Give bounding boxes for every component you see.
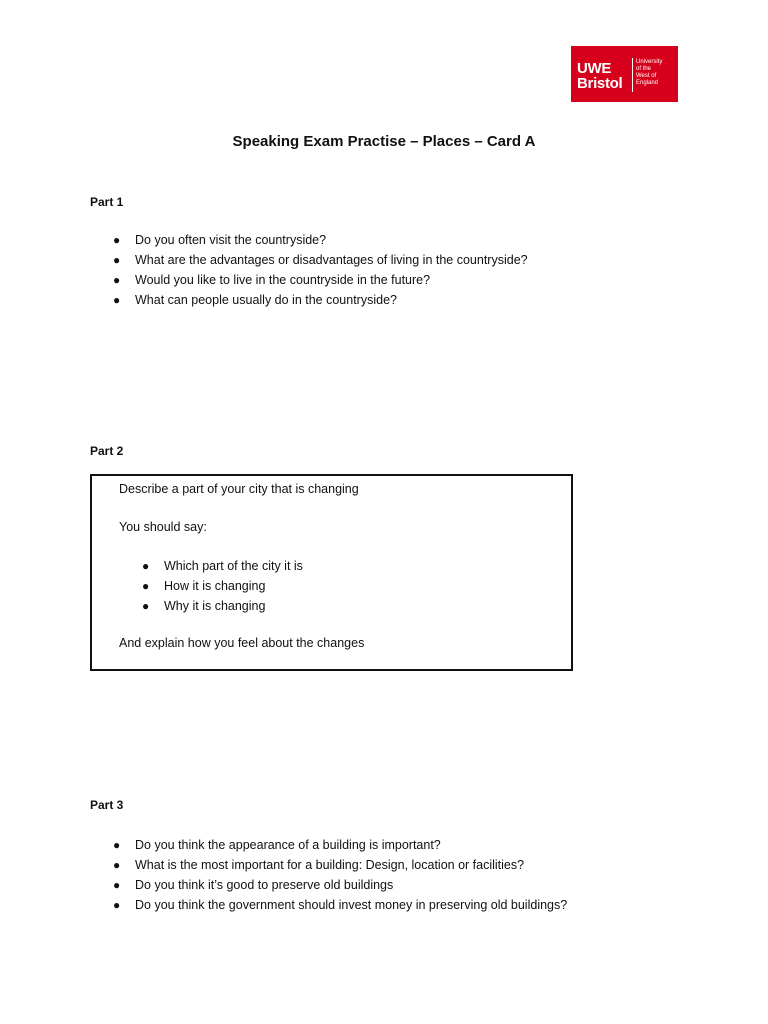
list-item [113, 855, 567, 875]
logo-university-text [636, 59, 676, 87]
list-item [113, 250, 528, 270]
part1-heading: Part 1 [90, 195, 124, 209]
cue-card-explain: And explain how you feel about the changes [119, 636, 365, 650]
list-item [113, 875, 567, 895]
list-item [142, 576, 303, 596]
logo-brand [577, 61, 622, 91]
bullet-icon: ● [113, 898, 121, 912]
logo-univ-line: England [636, 80, 659, 86]
question-text: Would you like to live in the countryside in the future? [135, 273, 431, 287]
logo-divider [632, 58, 633, 92]
bullet-icon: ● [113, 858, 121, 872]
question-text: Do you think it’s good to preserve old buildings [135, 878, 394, 892]
uwe-bristol-logo [571, 46, 678, 102]
logo-univ-line: University [636, 59, 663, 65]
question-text: Do you often visit the countryside? [135, 233, 327, 247]
list-item [142, 596, 303, 616]
list-item [113, 895, 568, 915]
bullet-icon: ● [113, 253, 121, 267]
logo-univ-line: of the [636, 66, 652, 72]
cue-card-prompt: Describe a part of your city that is changing [119, 482, 359, 496]
question-text: Do you think the government should invest money in preserving old buildings? [135, 898, 568, 912]
question-text: What are the advantages or disadvantages of living in the countryside? [135, 253, 528, 267]
list-item [142, 556, 303, 576]
part1-question-list [113, 230, 528, 310]
point-text: Which part of the city it is [164, 559, 303, 573]
question-text: What is the most important for a building: Design, location or facilities? [135, 858, 525, 872]
bullet-icon: ● [113, 293, 121, 307]
logo-brand-line-1: UWE [577, 60, 612, 77]
question-text: What can people usually do in the countryside? [135, 293, 397, 307]
list-item [113, 835, 567, 855]
page-title: Speaking Exam Practise – Places – Card A [232, 133, 536, 150]
list-item [113, 290, 528, 310]
bullet-icon: ● [142, 559, 150, 573]
bullet-icon: ● [142, 599, 150, 613]
bullet-icon: ● [113, 878, 121, 892]
logo-univ-line: West of [636, 73, 657, 79]
bullet-icon: ● [113, 838, 121, 852]
part3-question-list [113, 835, 568, 915]
part3-heading: Part 3 [90, 798, 124, 812]
bullet-icon: ● [142, 579, 150, 593]
logo-brand-line-2: Bristol [577, 75, 623, 92]
cue-card-should-say: You should say: [119, 520, 207, 534]
list-item [113, 230, 528, 250]
bullet-icon: ● [113, 233, 121, 247]
list-item [113, 270, 528, 290]
point-text: How it is changing [164, 579, 266, 593]
bullet-icon: ● [113, 273, 121, 287]
question-text: Do you think the appearance of a building is important? [135, 838, 441, 852]
cue-card-point-list [142, 556, 303, 616]
point-text: Why it is changing [164, 599, 266, 613]
part2-heading: Part 2 [90, 444, 124, 458]
